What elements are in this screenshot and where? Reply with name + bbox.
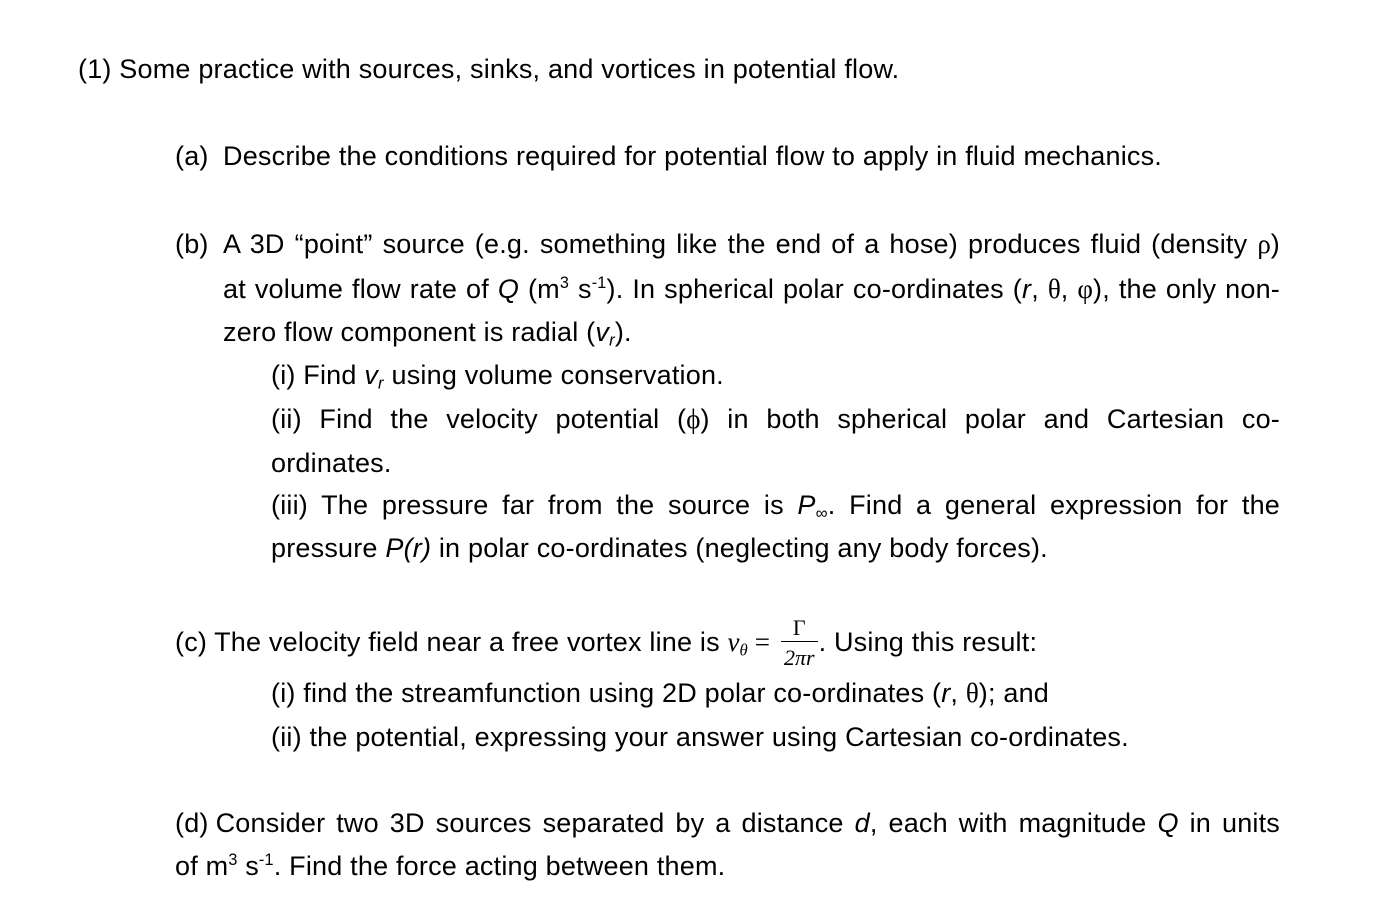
part-b-sub-ii-line-1 xyxy=(271,403,1280,435)
unit-exponent-3: 3 xyxy=(228,850,238,869)
radial-velocity-subscript: r xyxy=(609,330,615,350)
part-a-text: Describe the conditions required for potential flow to apply in fluid mechanics. xyxy=(223,141,1162,171)
part-c-sub-i-text: (i) find the streamfunction using 2D polar co-ordinates ( xyxy=(271,678,942,708)
part-b-sub-i xyxy=(271,359,724,391)
magnitude-symbol: Q xyxy=(1157,808,1179,838)
part-d-line-1-text: Consider two 3D sources separated by a distance xyxy=(215,808,855,838)
part-b-sub-iii-text: (iii) The pressure far from the source is xyxy=(271,490,798,520)
infinity-subscript: ∞ xyxy=(815,503,828,523)
part-b-line-2 xyxy=(223,273,1280,305)
part-a-label: (a) xyxy=(175,141,209,171)
part-b-line-2-mid: ). In spherical polar co-ordinates ( xyxy=(606,274,1022,304)
unit-seconds: s xyxy=(569,274,592,304)
part-d-label: (d) xyxy=(175,808,209,838)
part-b-sub-ii-text: (ii) Find the velocity potential ( xyxy=(271,404,687,434)
fraction-denominator: 2πr xyxy=(781,641,818,669)
part-b-sub-ii-line-2: ordinates. xyxy=(271,448,392,478)
unit-seconds: s xyxy=(237,851,259,881)
part-b-line-2-text: at volume flow rate of xyxy=(223,274,498,304)
density-symbol: ρ xyxy=(1257,229,1271,259)
part-b-line-1 xyxy=(223,228,1280,260)
coord-theta: θ xyxy=(965,678,979,708)
part-c-text: The velocity field near a free vortex line is xyxy=(214,627,728,657)
part-c-label: (c) xyxy=(175,627,208,657)
unit-open: (m xyxy=(519,274,560,304)
part-b-line-3-end: ). xyxy=(614,317,632,347)
part-b-sub-iii-line-2-end: in polar co-ordinates (neglecting any body forces). xyxy=(431,533,1048,563)
radial-velocity-symbol: v xyxy=(595,317,610,347)
equals-sign: = xyxy=(754,627,770,657)
part-b-sub-i-text: (i) Find xyxy=(271,360,365,390)
part-b-line-1-end: ) xyxy=(1270,229,1280,259)
part-b-line-3-text: zero flow component is radial ( xyxy=(223,317,596,347)
part-c-line xyxy=(175,617,1037,669)
part-b-line-2-end: ), the only non- xyxy=(1093,274,1280,304)
distance-symbol: d xyxy=(854,808,870,838)
part-b-sub-iii-line-1-end: . Find a general expression for the xyxy=(827,490,1281,520)
part-d-line-2 xyxy=(175,850,725,882)
pressure-symbol: P xyxy=(797,490,816,520)
flow-rate-symbol: Q xyxy=(497,274,520,304)
unit-exponent-neg1: -1 xyxy=(591,273,607,292)
velocity-potential-symbol: ϕ xyxy=(686,404,701,434)
fraction xyxy=(781,617,818,669)
unit-exponent-3: 3 xyxy=(559,273,570,292)
part-b-sub-i-end: using volume conservation. xyxy=(383,360,724,390)
part-b-sub-ii-line-1-end: ) in both spherical polar and Cartesian co- xyxy=(700,404,1280,434)
coord-separator-2: , xyxy=(1060,274,1078,304)
coord-theta: θ xyxy=(1047,274,1061,304)
coord-separator-1: , xyxy=(1031,274,1048,304)
coord-phi: φ xyxy=(1077,274,1094,304)
part-b-line-3 xyxy=(223,316,632,348)
part-b-sub-iii-line-2 xyxy=(271,532,1048,564)
coord-separator: , xyxy=(950,678,966,708)
part-d-line-1-mid: , each with magnitude xyxy=(869,808,1158,838)
coord-r: r xyxy=(941,678,951,708)
part-c-sub-ii: (ii) the potential, expressing your answer using Cartesian co-ordinates. xyxy=(271,722,1129,752)
unit-exponent-neg1: -1 xyxy=(258,850,274,869)
radial-velocity-symbol: v xyxy=(364,360,379,390)
part-b-line-1-text: A 3D “point” source (e.g. something like the end of a hose) produces fluid (density xyxy=(223,229,1258,259)
part-c-sub-i xyxy=(271,677,1049,709)
part-b-label: (b) xyxy=(175,229,209,259)
part-d-line-2-text: of m xyxy=(175,851,229,881)
part-d-line-2-end: . Find the force acting between them. xyxy=(273,851,726,881)
radial-velocity-subscript: r xyxy=(378,373,384,393)
coord-r: r xyxy=(1022,274,1032,304)
part-d-line-1 xyxy=(175,807,1280,839)
pressure-function: P(r) xyxy=(385,533,432,563)
part-c-sub-i-end: ); and xyxy=(978,678,1050,708)
equation-variable-subscript: θ xyxy=(739,640,748,660)
part-b-sub-iii-line-1 xyxy=(271,489,1280,521)
fraction-numerator: Γ xyxy=(792,615,806,640)
part-d-line-1-end: in units xyxy=(1178,808,1281,838)
equation-variable: v xyxy=(727,627,740,657)
question-heading: (1) Some practice with sources, sinks, and vortices in potential flow. xyxy=(78,54,900,84)
part-b-sub-iii-line-2-text: pressure xyxy=(271,533,386,563)
part-c-end: . Using this result: xyxy=(818,627,1038,657)
